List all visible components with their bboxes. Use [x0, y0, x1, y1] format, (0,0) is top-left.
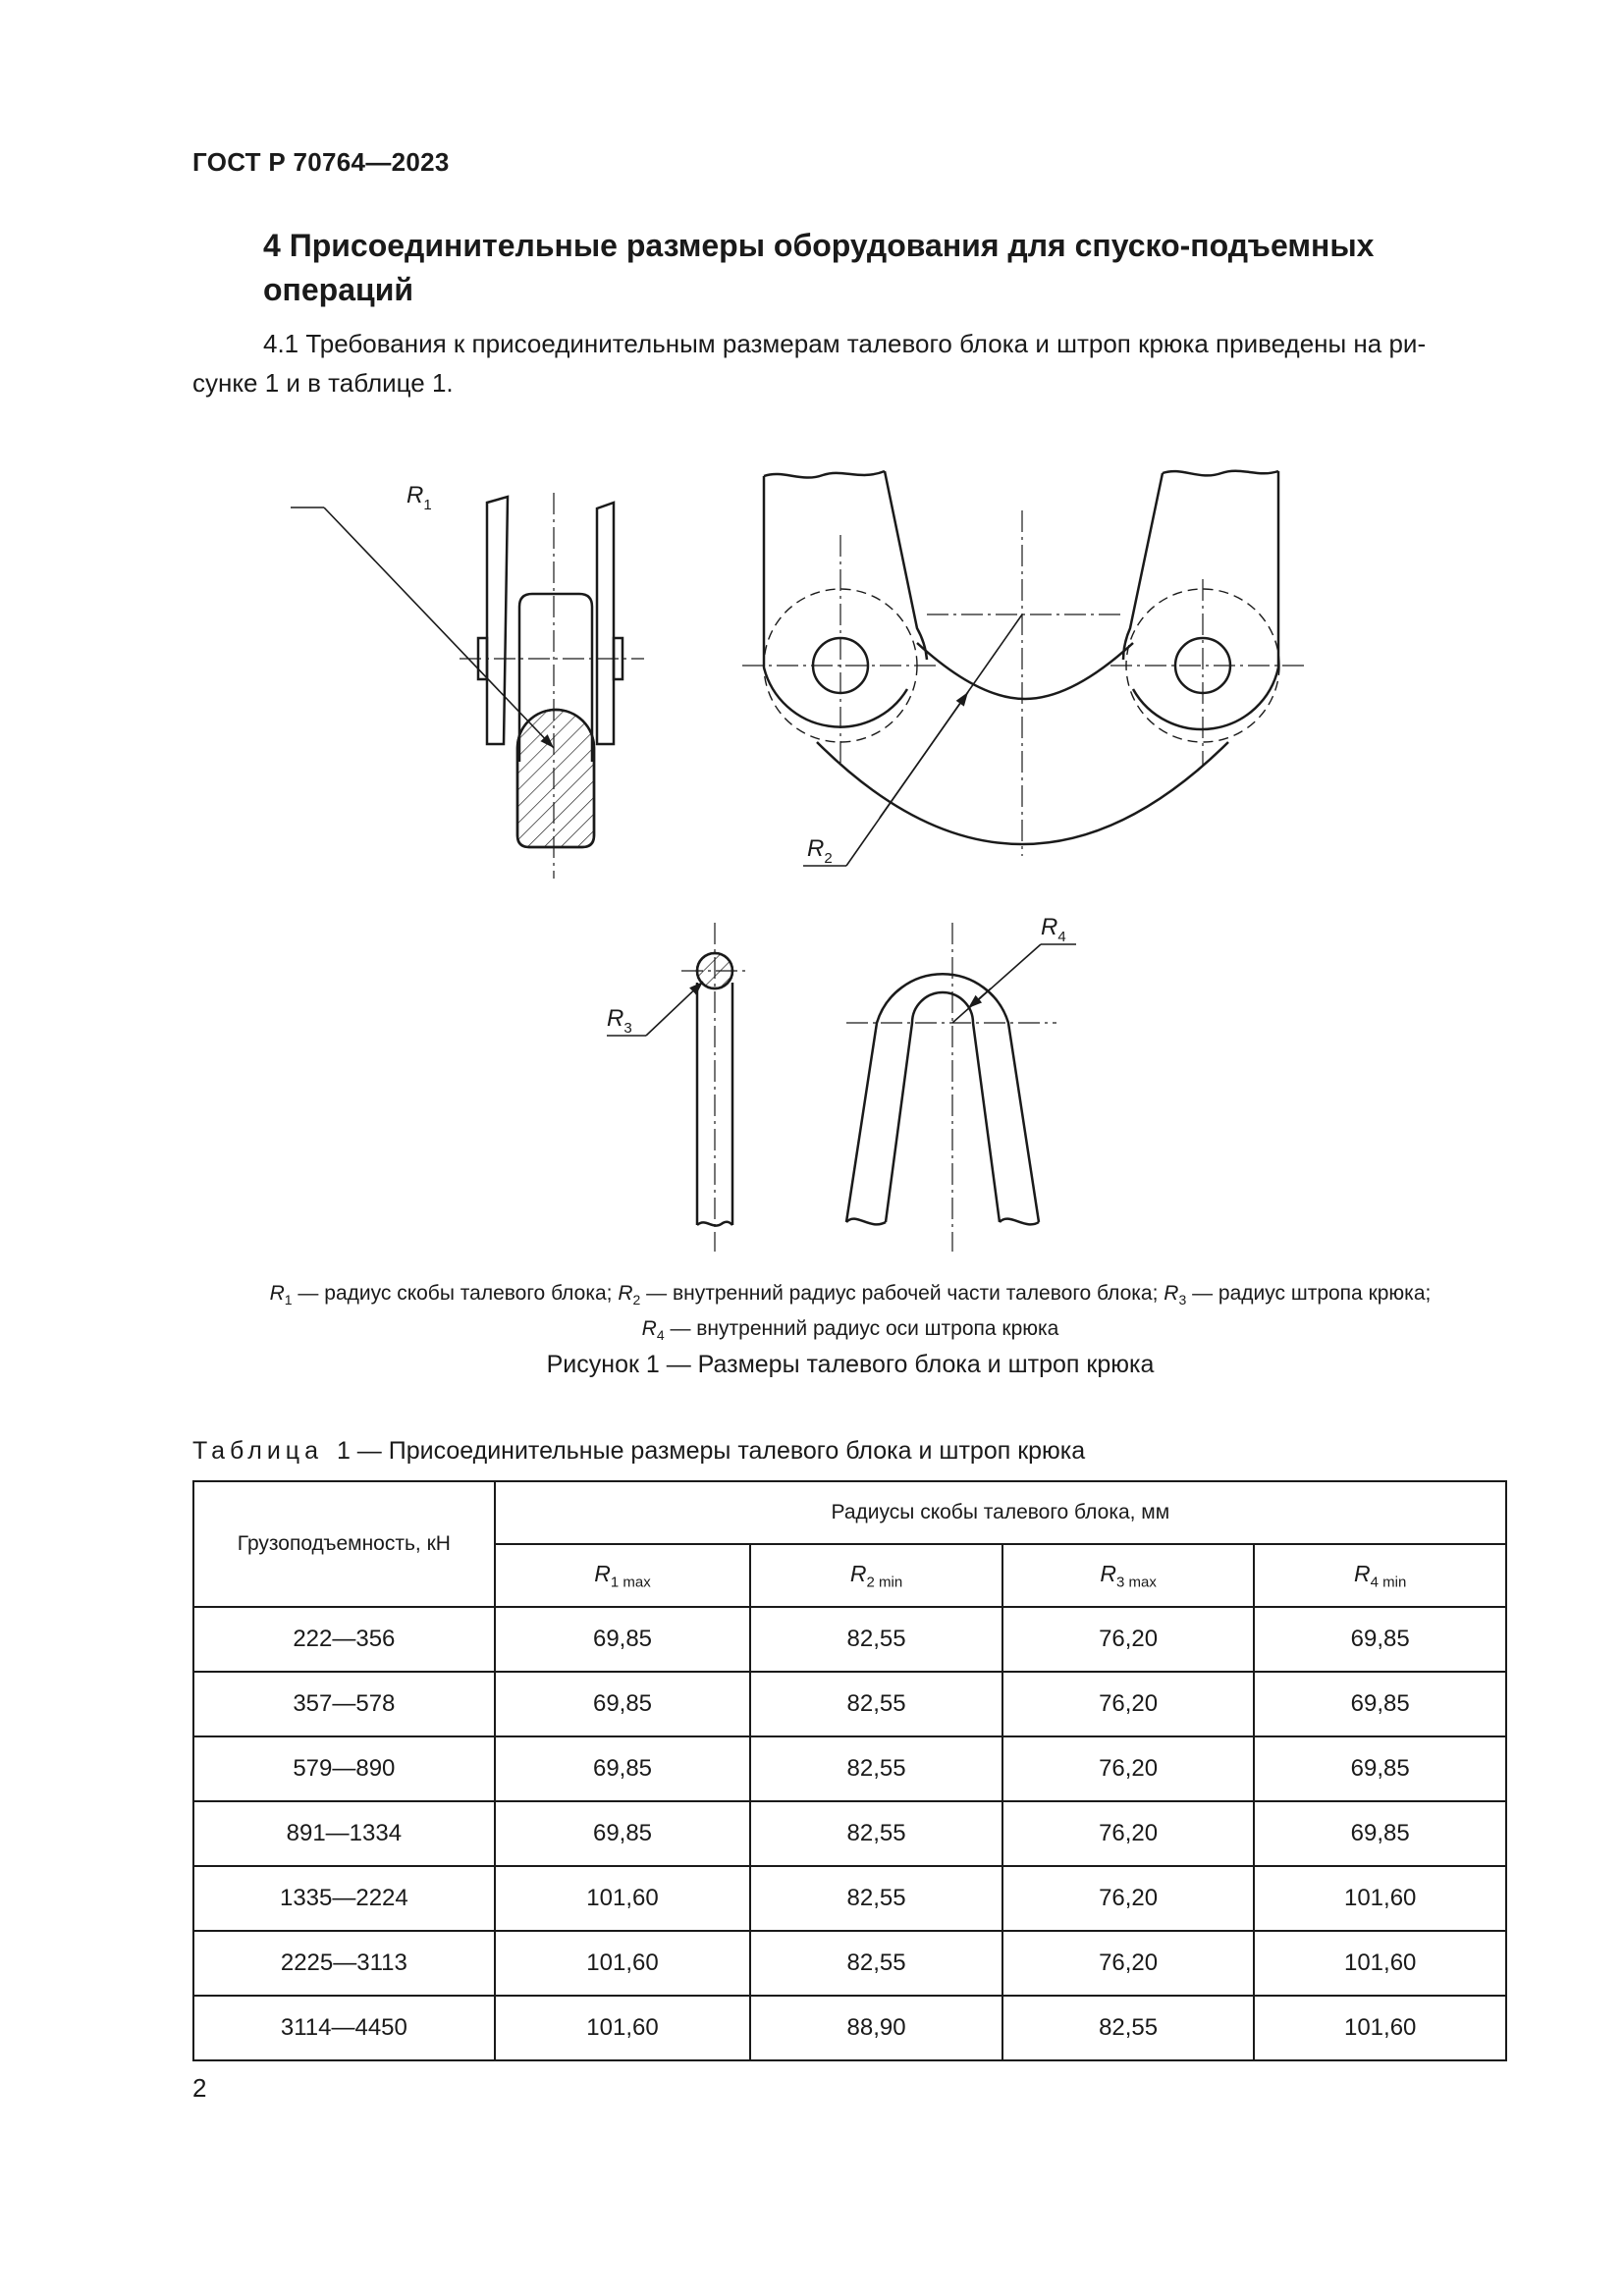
r4-leader-arrow	[952, 944, 1041, 1023]
view-link-eye-r4	[846, 974, 1039, 1224]
cell-r1: 69,85	[495, 1801, 751, 1866]
table-row	[193, 1866, 1506, 1931]
cell-r1: 69,85	[495, 1672, 751, 1736]
paragraph-line-2: сунке 1 и в таблице 1.	[192, 368, 454, 398]
cell-capacity: 891—1334	[193, 1801, 495, 1866]
cell-r3: 82,55	[1002, 1996, 1255, 2060]
r4-leader-arrowhead	[968, 988, 991, 1008]
cell-r2: 82,55	[750, 1672, 1002, 1736]
r4-label: $R_4$	[1041, 914, 1066, 945]
cell-r2: 82,55	[750, 1607, 1002, 1672]
table-row	[193, 1672, 1506, 1736]
cell-r3: 76,20	[1002, 1931, 1255, 1996]
cell-r3: 76,20	[1002, 1672, 1255, 1736]
cell-r4: 69,85	[1254, 1672, 1506, 1736]
view-clevis-r1	[478, 497, 623, 847]
table-row	[193, 1736, 1506, 1801]
cell-r2: 88,90	[750, 1996, 1002, 2060]
view-link-eye-centerlines	[846, 923, 1056, 1252]
cell-capacity: 2225—3113	[193, 1931, 495, 1996]
r2-label: $R_2$	[807, 835, 833, 867]
header-r2-min: $R_{2 min}$	[750, 1544, 1002, 1607]
cell-r3: 76,20	[1002, 1866, 1255, 1931]
cell-r4: 101,60	[1254, 1866, 1506, 1931]
header-r1-max: $R_{1 max}$	[495, 1544, 751, 1607]
table-row	[193, 1996, 1506, 2060]
cell-r2: 82,55	[750, 1866, 1002, 1931]
r3-leader-arrow	[646, 982, 703, 1036]
table-caption: Таблица 1 — Присоединительные размеры талевого блока и штроп крюка	[192, 1437, 1086, 1465]
view-link-centerlines	[681, 923, 748, 1252]
cell-capacity: 357—578	[193, 1672, 495, 1736]
view-block-centerlines	[742, 510, 1307, 856]
cell-capacity: 579—890	[193, 1736, 495, 1801]
cell-r1: 101,60	[495, 1996, 751, 2060]
header-radii-group: Радиусы скобы талевого блока, мм	[495, 1481, 1506, 1544]
table-row	[193, 1607, 1506, 1672]
header-r4-min: $R_{4 min}$	[1254, 1544, 1506, 1607]
paragraph-4-1	[192, 324, 1508, 402]
cell-r3: 76,20	[1002, 1736, 1255, 1801]
cell-r4: 101,60	[1254, 1996, 1506, 2060]
table-row	[193, 1801, 1506, 1866]
cell-r2: 82,55	[750, 1736, 1002, 1801]
cell-r1: 69,85	[495, 1736, 751, 1801]
section-title: 4 Присоединительные размеры оборудования для спуско-подъемных операций	[263, 228, 1375, 307]
paragraph-line-1: 4.1 Требования к присоединительным размерам талевого блока и штроп крюка приведены на ри-	[263, 329, 1427, 358]
cell-capacity: 3114—4450	[193, 1996, 495, 2060]
figure-legend: $R_1$ — радиус скобы талевого блока; $R_2$ — внутренний радиус рабочей части талевого блока; $R_3$ — радиус штропа крюка; $R_4$ — внутренний радиус оси штропа крюка	[269, 1282, 1432, 1344]
cell-r4: 69,85	[1254, 1736, 1506, 1801]
r1-label: $R_1$	[406, 482, 432, 513]
page-number: 2	[192, 2073, 207, 2103]
cell-r1: 101,60	[495, 1931, 751, 1996]
cell-r4: 69,85	[1254, 1607, 1506, 1672]
cell-capacity: 222—356	[193, 1607, 495, 1672]
cell-r1: 101,60	[495, 1866, 751, 1931]
dimensions-table	[192, 1480, 1507, 2061]
header-capacity: Грузоподъемность, кН	[193, 1481, 495, 1607]
cell-capacity: 1335—2224	[193, 1866, 495, 1931]
cell-r3: 76,20	[1002, 1801, 1255, 1866]
header-r3-max: $R_{3 max}$	[1002, 1544, 1255, 1607]
figure-caption: Рисунок 1 — Размеры талевого блока и штроп крюка	[546, 1351, 1155, 1378]
cell-r4: 101,60	[1254, 1931, 1506, 1996]
document-code: ГОСТ Р 70764—2023	[192, 147, 450, 177]
r3-label: $R_3$	[607, 1005, 632, 1037]
cell-r3: 76,20	[1002, 1607, 1255, 1672]
table-row	[193, 1931, 1506, 1996]
cell-r4: 69,85	[1254, 1801, 1506, 1866]
cell-r1: 69,85	[495, 1607, 751, 1672]
cell-r2: 82,55	[750, 1931, 1002, 1996]
cell-r2: 82,55	[750, 1801, 1002, 1866]
r2-leader-arrowhead	[880, 692, 968, 818]
figure-1-drawing	[192, 432, 1508, 1286]
